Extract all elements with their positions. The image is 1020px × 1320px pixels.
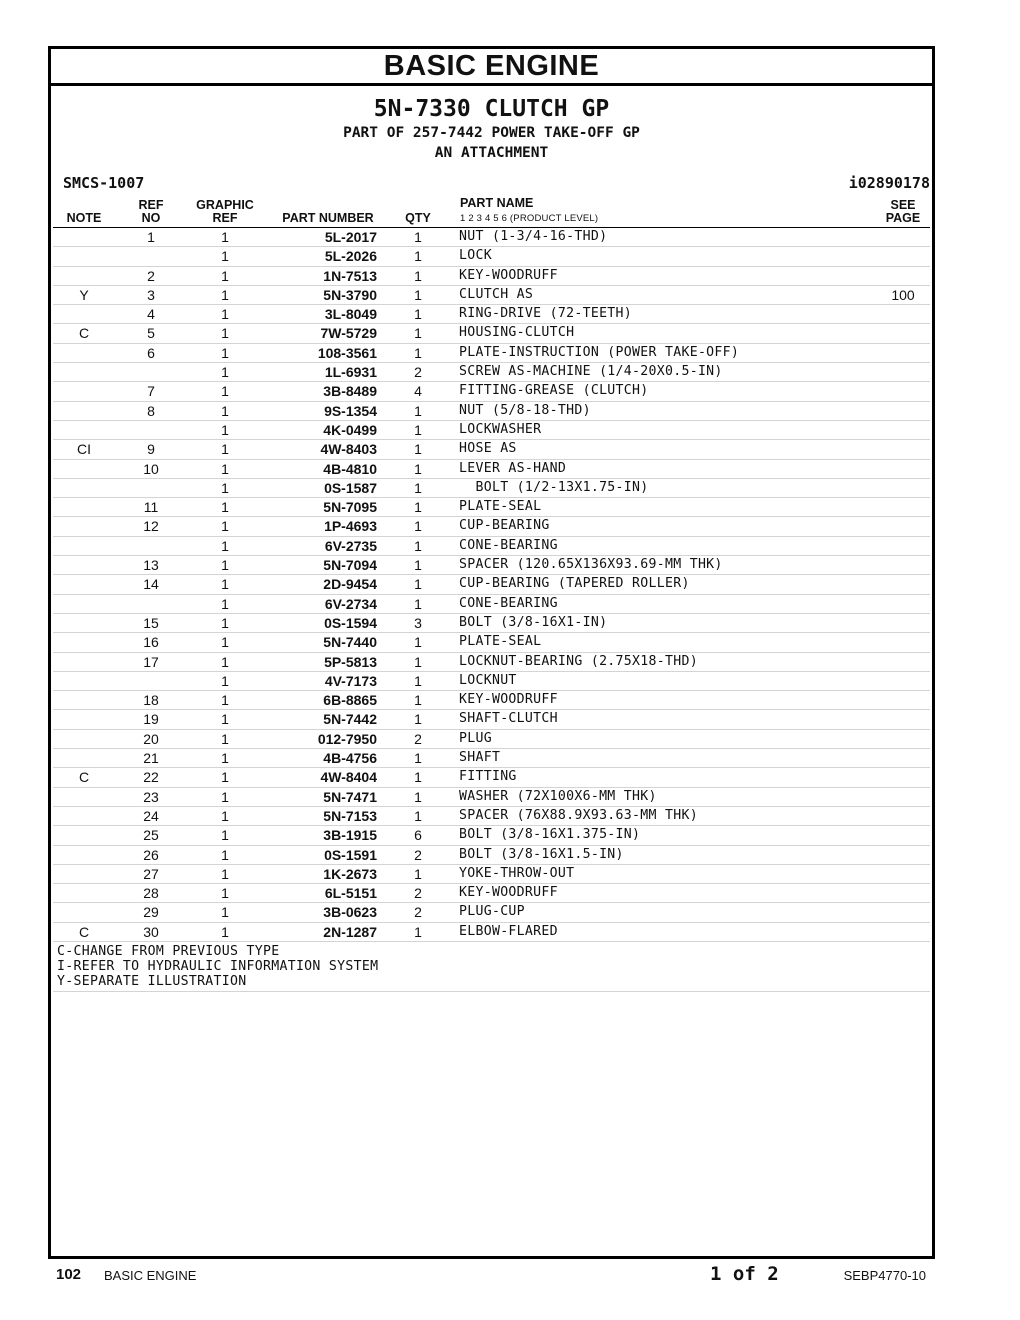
table-row — [53, 460, 930, 479]
table-row — [53, 903, 930, 922]
illustration-id: i02890178 — [848, 174, 930, 192]
qty-cell: 2 — [414, 730, 422, 747]
part-number-cell: 3B-1915 — [323, 827, 377, 844]
part-name-cell: FITTING-GREASE (CLUTCH) — [459, 383, 649, 399]
table-row — [53, 324, 930, 343]
part-name-cell: LOCK — [459, 248, 492, 264]
graphic-ref-cell: 1 — [221, 923, 229, 940]
part-number-cell: 0S-1591 — [324, 846, 377, 863]
graphic-ref-cell: 1 — [221, 788, 229, 805]
graphic-ref-cell: 1 — [221, 865, 229, 882]
qty-cell: 1 — [414, 634, 422, 651]
note-line: I-REFER TO HYDRAULIC INFORMATION SYSTEM — [57, 958, 379, 974]
graphic-ref-cell: 1 — [221, 827, 229, 844]
graphic-ref-cell: 1 — [221, 904, 229, 921]
qty-cell: 1 — [414, 499, 422, 516]
table-row — [53, 846, 930, 865]
table-row — [53, 402, 930, 421]
part-number-cell: 2N-1287 — [323, 923, 377, 940]
header-product-levels: 1 2 3 4 5 6 (PRODUCT LEVEL) — [460, 213, 599, 224]
footer-doc-number: SEBP4770-10 — [843, 1268, 926, 1283]
part-name-cell: LEVER AS-HAND — [459, 460, 567, 476]
table-row — [53, 267, 930, 286]
qty-cell: 2 — [414, 885, 422, 902]
table-row — [53, 344, 930, 363]
part-number-cell: 6B-8865 — [323, 692, 377, 709]
footer-page-of: 1 of 2 — [710, 1263, 779, 1285]
part-name-cell: BOLT (3/8-16X1.5-IN) — [459, 846, 624, 862]
ref-no-cell: 18 — [143, 692, 159, 709]
part-number-cell: 7W-5729 — [320, 325, 377, 342]
part-number-cell: 6V-2734 — [324, 595, 377, 612]
graphic-ref-cell: 1 — [221, 325, 229, 342]
qty-cell: 2 — [414, 904, 422, 921]
part-name-cell: PLATE-SEAL — [459, 499, 542, 515]
table-row — [53, 749, 930, 768]
graphic-ref-cell: 1 — [221, 383, 229, 400]
table-row — [53, 672, 930, 691]
part-number-cell: 0S-1594 — [324, 614, 377, 631]
ref-no-cell: 30 — [143, 923, 159, 940]
graphic-ref-cell: 1 — [221, 306, 229, 323]
part-number-cell: 108-3561 — [317, 344, 377, 361]
part-number-cell: 5N-7094 — [323, 557, 377, 574]
header-note: NOTE — [66, 211, 102, 225]
ref-no-cell: 3 — [147, 286, 155, 303]
part-name-cell: SHAFT — [459, 750, 501, 766]
page-footer — [56, 1264, 930, 1286]
graphic-ref-cell: 1 — [221, 441, 229, 458]
qty-cell: 1 — [414, 923, 422, 940]
ref-no-cell: 15 — [143, 614, 159, 631]
part-name-cell: SPACER (120.65X136X93.69-MM THK) — [459, 557, 723, 573]
qty-cell: 2 — [414, 364, 422, 381]
ref-no-cell: 25 — [143, 827, 159, 844]
part-name-cell: KEY-WOODRUFF — [459, 267, 558, 283]
part-number-cell: 5P-5813 — [324, 653, 377, 670]
qty-cell: 6 — [414, 827, 422, 844]
part-number-cell: 1L-6931 — [324, 364, 377, 381]
graphic-ref-cell: 1 — [221, 248, 229, 265]
part-name-cell: ELBOW-FLARED — [459, 923, 558, 939]
graphic-ref-cell: 1 — [221, 557, 229, 574]
ref-no-cell: 23 — [143, 788, 159, 805]
ref-no-cell: 10 — [143, 460, 159, 477]
graphic-ref-cell: 1 — [221, 730, 229, 747]
graphic-ref-cell: 1 — [221, 692, 229, 709]
header-graphic-top: GRAPHIC — [196, 198, 254, 212]
part-name-cell: NUT (5/8-18-THD) — [459, 402, 591, 418]
note-cell: C — [78, 923, 90, 940]
part-number-cell: 0S-1587 — [324, 479, 377, 496]
table-row — [53, 517, 930, 536]
ref-no-cell: 13 — [143, 557, 159, 574]
part-name-cell: KEY-WOODRUFF — [459, 692, 558, 708]
part-name-cell: BOLT (3/8-16X1.375-IN) — [459, 827, 641, 843]
part-number-cell: 1N-7513 — [323, 267, 377, 284]
qty-cell: 1 — [414, 402, 422, 419]
table-row — [53, 614, 930, 633]
qty-cell: 1 — [414, 807, 422, 824]
table-row — [53, 768, 930, 787]
qty-cell: 1 — [414, 518, 422, 535]
table-row — [53, 730, 930, 749]
table-row — [53, 305, 930, 324]
part-name-cell: HOSE AS — [459, 441, 517, 457]
table-row — [53, 247, 930, 266]
graphic-ref-cell: 1 — [221, 460, 229, 477]
ref-no-cell: 29 — [143, 904, 159, 921]
part-number-cell: 4V-7173 — [324, 672, 377, 689]
qty-cell: 1 — [414, 576, 422, 593]
table-row — [53, 537, 930, 556]
qty-cell: 1 — [414, 306, 422, 323]
graphic-ref-cell: 1 — [221, 402, 229, 419]
qty-cell: 1 — [414, 286, 422, 303]
part-name-cell: SPACER (76X88.9X93.63-MM THK) — [459, 807, 698, 823]
note-cell: Y — [79, 286, 89, 303]
header-part-name: PART NAME — [460, 196, 534, 210]
qty-cell: 1 — [414, 692, 422, 709]
graphic-ref-cell: 1 — [221, 286, 229, 303]
header-part-number: PART NUMBER — [282, 211, 374, 225]
graphic-ref-cell: 1 — [221, 750, 229, 767]
smcs-code: SMCS-1007 — [63, 174, 145, 192]
part-number-cell: 5L-2017 — [324, 229, 377, 245]
part-name-cell: WASHER (72X100X6-MM THK) — [459, 788, 657, 804]
graphic-ref-cell: 1 — [221, 229, 229, 245]
table-row — [53, 382, 930, 401]
part-name-cell: LOCKNUT — [459, 672, 517, 688]
footer-page-number: 102 — [56, 1266, 82, 1283]
graphic-ref-cell: 1 — [221, 769, 229, 786]
graphic-ref-cell: 1 — [221, 364, 229, 381]
ref-no-cell: 20 — [143, 730, 159, 747]
part-name-cell: YOKE-THROW-OUT — [459, 865, 575, 881]
table-row — [53, 710, 930, 729]
part-name-cell: LOCKWASHER — [459, 421, 542, 437]
qty-cell: 1 — [414, 344, 422, 361]
meta-row — [51, 173, 932, 193]
qty-cell: 1 — [414, 325, 422, 342]
part-number-cell: 4B-4756 — [323, 750, 377, 767]
part-name-cell: CONE-BEARING — [459, 537, 558, 553]
header-ref-bottom: NO — [141, 211, 161, 225]
table-header — [53, 193, 930, 228]
ref-no-cell: 16 — [143, 634, 159, 651]
header-see-page — [853, 199, 953, 225]
part-number-cell: 5N-7153 — [323, 807, 377, 824]
part-name-cell: CONE-BEARING — [459, 595, 558, 611]
ref-no-cell: 6 — [147, 344, 155, 361]
table-row — [53, 363, 930, 382]
part-name-cell: PLUG-CUP — [459, 904, 525, 920]
part-name-cell: NUT (1-3/4-16-THD) — [459, 229, 608, 244]
graphic-ref-cell: 1 — [221, 576, 229, 593]
part-number-cell: 4K-0499 — [323, 421, 377, 438]
table-row — [53, 595, 930, 614]
qty-cell: 1 — [414, 750, 422, 767]
part-number-cell: 012-7950 — [317, 730, 377, 747]
ref-no-cell: 28 — [143, 885, 159, 902]
ref-no-cell: 8 — [147, 402, 155, 419]
ref-no-cell: 17 — [143, 653, 159, 670]
ref-no-cell: 26 — [143, 846, 159, 863]
note-line: Y-SEPARATE ILLUSTRATION — [57, 973, 247, 989]
qty-cell: 1 — [414, 479, 422, 496]
qty-cell: 1 — [414, 769, 422, 786]
table-row — [53, 653, 930, 672]
table-row — [53, 826, 930, 845]
qty-cell: 1 — [414, 653, 422, 670]
part-number-cell: 3L-8049 — [324, 306, 377, 323]
part-number-cell: 3B-8489 — [323, 383, 377, 400]
part-name-cell: PLATE-SEAL — [459, 634, 542, 650]
part-name-cell: CUP-BEARING — [459, 518, 550, 534]
part-number-cell: 5N-3790 — [323, 286, 377, 303]
footer-section: BASIC ENGINE — [104, 1268, 197, 1283]
graphic-ref-cell: 1 — [221, 537, 229, 554]
table-row — [53, 479, 930, 498]
table-row — [53, 691, 930, 710]
part-number-cell: 5L-2026 — [324, 248, 377, 265]
table-row — [53, 923, 930, 942]
qty-cell: 1 — [414, 267, 422, 284]
table-row — [53, 498, 930, 517]
part-name-cell: LOCKNUT-BEARING (2.75X18-THD) — [459, 653, 698, 669]
header-qty: QTY — [405, 211, 431, 225]
notes-legend — [53, 942, 930, 992]
qty-cell: 1 — [414, 441, 422, 458]
see-page-cell: 100 — [891, 286, 915, 303]
part-number-cell: 5N-7095 — [323, 499, 377, 516]
qty-cell: 1 — [414, 788, 422, 805]
graphic-ref-cell: 1 — [221, 614, 229, 631]
ref-no-cell: 24 — [143, 807, 159, 824]
table-row — [53, 575, 930, 594]
qty-cell: 1 — [414, 421, 422, 438]
qty-cell: 2 — [414, 846, 422, 863]
table-row — [53, 884, 930, 903]
ref-no-cell: 14 — [143, 576, 159, 593]
qty-cell: 1 — [414, 248, 422, 265]
graphic-ref-cell: 1 — [221, 421, 229, 438]
ref-no-cell: 22 — [143, 769, 159, 786]
graphic-ref-cell: 1 — [221, 711, 229, 728]
part-number-cell: 1K-2673 — [323, 865, 377, 882]
graphic-ref-cell: 1 — [221, 595, 229, 612]
part-name-cell: BOLT (3/8-16X1-IN) — [459, 614, 608, 630]
group-attachment-line: AN ATTACHMENT — [434, 145, 549, 161]
ref-no-cell: 2 — [147, 267, 155, 284]
parts-table-body — [53, 228, 930, 942]
part-name-cell: CLUTCH AS — [459, 286, 534, 302]
part-number-cell: 6L-5151 — [324, 885, 377, 902]
part-number-cell: 5N-7471 — [323, 788, 377, 805]
part-name-cell: FITTING — [459, 769, 517, 785]
header-graphic-bottom: REF — [212, 211, 238, 225]
table-row — [53, 556, 930, 575]
graphic-ref-cell: 1 — [221, 518, 229, 535]
part-number-cell: 6V-2735 — [324, 537, 377, 554]
ref-no-cell: 4 — [147, 306, 155, 323]
part-name-cell: SHAFT-CLUTCH — [459, 711, 558, 727]
table-row — [53, 440, 930, 459]
part-name-cell: PLUG — [459, 730, 492, 746]
qty-cell: 1 — [414, 865, 422, 882]
ref-no-cell: 5 — [147, 325, 155, 342]
group-title: 5N-7330 CLUTCH GP — [373, 96, 610, 122]
table-row — [53, 788, 930, 807]
part-number-cell: 4B-4810 — [323, 460, 377, 477]
qty-cell: 1 — [414, 672, 422, 689]
part-number-cell: 1P-4693 — [324, 518, 377, 535]
graphic-ref-cell: 1 — [221, 653, 229, 670]
header-see-top: SEE — [890, 198, 916, 212]
graphic-ref-cell: 1 — [221, 807, 229, 824]
part-number-cell: 4W-8404 — [320, 769, 377, 786]
graphic-ref-cell: 1 — [221, 885, 229, 902]
qty-cell: 1 — [414, 537, 422, 554]
graphic-ref-cell: 1 — [221, 344, 229, 361]
ref-no-cell: 9 — [147, 441, 155, 458]
graphic-ref-cell: 1 — [221, 479, 229, 496]
part-number-cell: 3B-0623 — [323, 904, 377, 921]
graphic-ref-cell: 1 — [221, 672, 229, 689]
part-name-cell: HOUSING-CLUTCH — [459, 325, 575, 341]
part-name-cell: PLATE-INSTRUCTION (POWER TAKE-OFF) — [459, 344, 740, 360]
table-row — [53, 865, 930, 884]
ref-no-cell: 27 — [143, 865, 159, 882]
part-name-cell: BOLT (1/2-13X1.75-IN) — [459, 479, 649, 495]
graphic-ref-cell: 1 — [221, 499, 229, 516]
graphic-ref-cell: 1 — [221, 267, 229, 284]
table-row — [53, 633, 930, 652]
ref-no-cell: 7 — [147, 383, 155, 400]
header-ref — [115, 199, 187, 225]
note-cell: CI — [77, 441, 91, 458]
part-number-cell: 5N-7440 — [323, 634, 377, 651]
section-title: BASIC ENGINE — [51, 49, 932, 86]
note-cell: C — [78, 769, 90, 786]
note-line: C-CHANGE FROM PREVIOUS TYPE — [57, 943, 280, 959]
part-name-cell: SCREW AS-MACHINE (1/4-20X0.5-IN) — [459, 364, 723, 380]
header-ref-top: REF — [138, 198, 164, 212]
part-name-cell: CUP-BEARING (TAPERED ROLLER) — [459, 576, 690, 592]
page-frame — [48, 46, 935, 1259]
qty-cell: 1 — [414, 711, 422, 728]
part-name-cell: RING-DRIVE (72-TEETH) — [459, 306, 633, 322]
part-number-cell: 9S-1354 — [324, 402, 377, 419]
header-see-bottom: PAGE — [885, 211, 921, 225]
qty-cell: 1 — [414, 229, 422, 245]
table-row — [53, 228, 930, 247]
ref-no-cell: 19 — [143, 711, 159, 728]
qty-cell: 4 — [414, 383, 422, 400]
qty-cell: 3 — [414, 614, 422, 631]
header-graphic-ref — [187, 199, 263, 225]
part-number-cell: 2D-9454 — [323, 576, 377, 593]
graphic-ref-cell: 1 — [221, 846, 229, 863]
ref-no-cell: 21 — [143, 750, 159, 767]
part-number-cell: 4W-8403 — [320, 441, 377, 458]
qty-cell: 1 — [414, 557, 422, 574]
table-row — [53, 421, 930, 440]
qty-cell: 1 — [414, 595, 422, 612]
qty-cell: 1 — [414, 460, 422, 477]
ref-no-cell: 1 — [147, 229, 155, 245]
part-number-cell: 5N-7442 — [323, 711, 377, 728]
note-cell: C — [78, 325, 90, 342]
part-name-cell: KEY-WOODRUFF — [459, 885, 558, 901]
ref-no-cell: 11 — [143, 499, 159, 516]
graphic-ref-cell: 1 — [221, 634, 229, 651]
table-row — [53, 807, 930, 826]
group-parent-line: PART OF 257-7442 POWER TAKE-OFF GP — [343, 125, 640, 141]
table-row — [53, 286, 930, 305]
ref-no-cell: 12 — [143, 518, 159, 535]
